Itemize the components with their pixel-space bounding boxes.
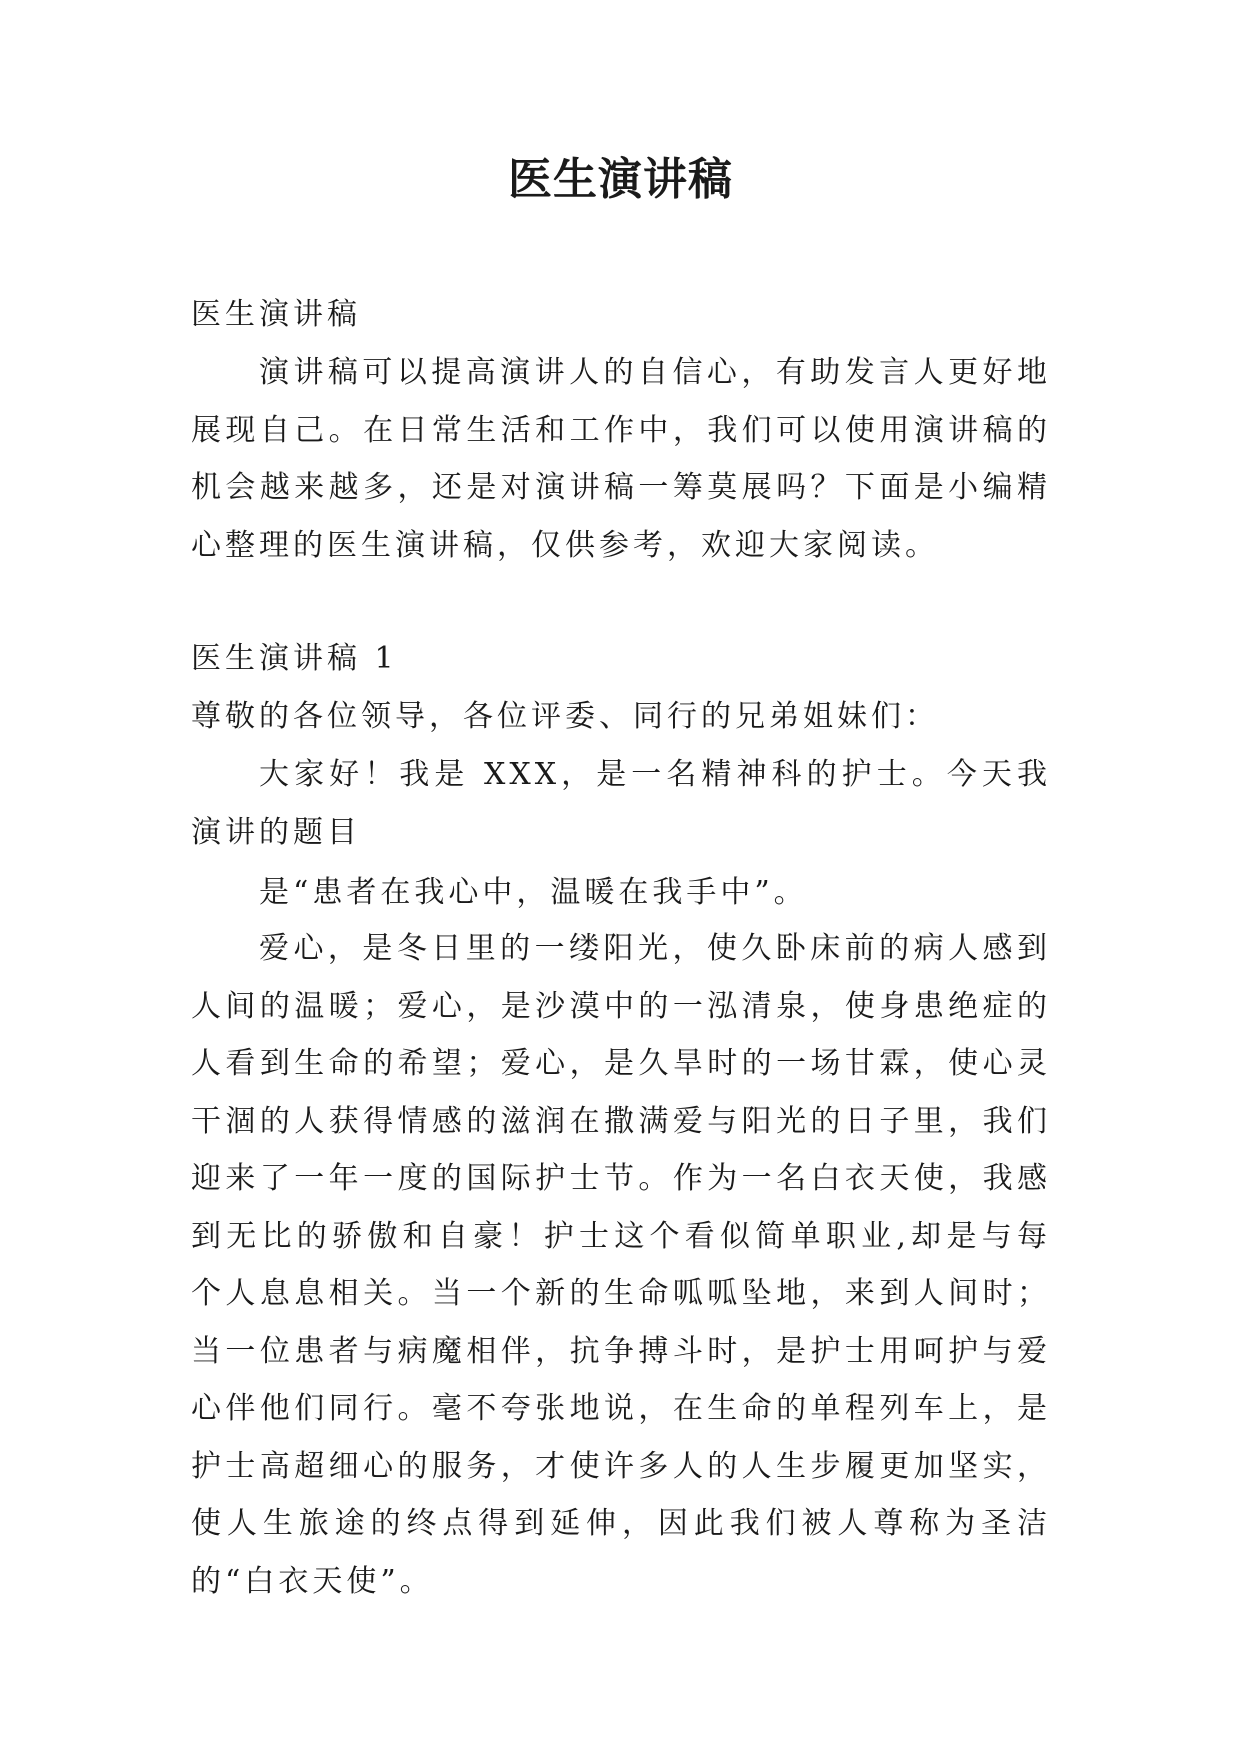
hello-paragraph: 大家好！我是 XXX，是一名精神科的护士。今天我演讲的题目 xyxy=(191,757,1051,850)
topic-paragraph: 是“患者在我心中，温暖在我手中”。 xyxy=(259,875,808,910)
intro-paragraph: 演讲稿可以提高演讲人的自信心，有助发言人更好地展现自己。在日常生活和工作中，我们可以使用演讲稿的机会越来越多，还是对演讲稿一筹莫展吗？下面是小编精心整理的医生演讲稿，仅供参考，欢迎大家阅读。 xyxy=(191,355,1051,563)
section-heading: 医生演讲稿 1 xyxy=(191,641,398,676)
document-title: 医生演讲稿 xyxy=(508,154,733,205)
subtitle-line: 医生演讲稿 xyxy=(191,297,361,332)
greeting-line: 尊敬的各位领导，各位评委、同行的兄弟姐妹们： xyxy=(191,699,939,734)
love-paragraph: 爱心，是冬日里的一缕阳光，使久卧床前的病人感到人间的温暖；爱心，是沙漠中的一泓清泉，使身患绝症的人看到生命的希望；爱心，是久旱时的一场甘霖，使心灵干涸的人获得情感的滋润在撒满爱与阳光的日子里，我们迎来了一年一度的国际护士节。作为一名白衣天使，我感到无比的骄傲和自豪！护士这个看似简单职业,却是与每个人息息相关。当一个新的生命呱呱坠地，来到人间时；当一位患者与病魔相伴，抗争搏斗时，是护士用呵护与爱心伴他们同行。毫不夸张地说，在生命的单程列车上，是护士高超细心的服务，才使许多人的人生步履更加坚实，使人生旅途的终点得到延伸，因此我们被人尊称为圣洁的“白衣天使”。 xyxy=(191,931,1051,1599)
